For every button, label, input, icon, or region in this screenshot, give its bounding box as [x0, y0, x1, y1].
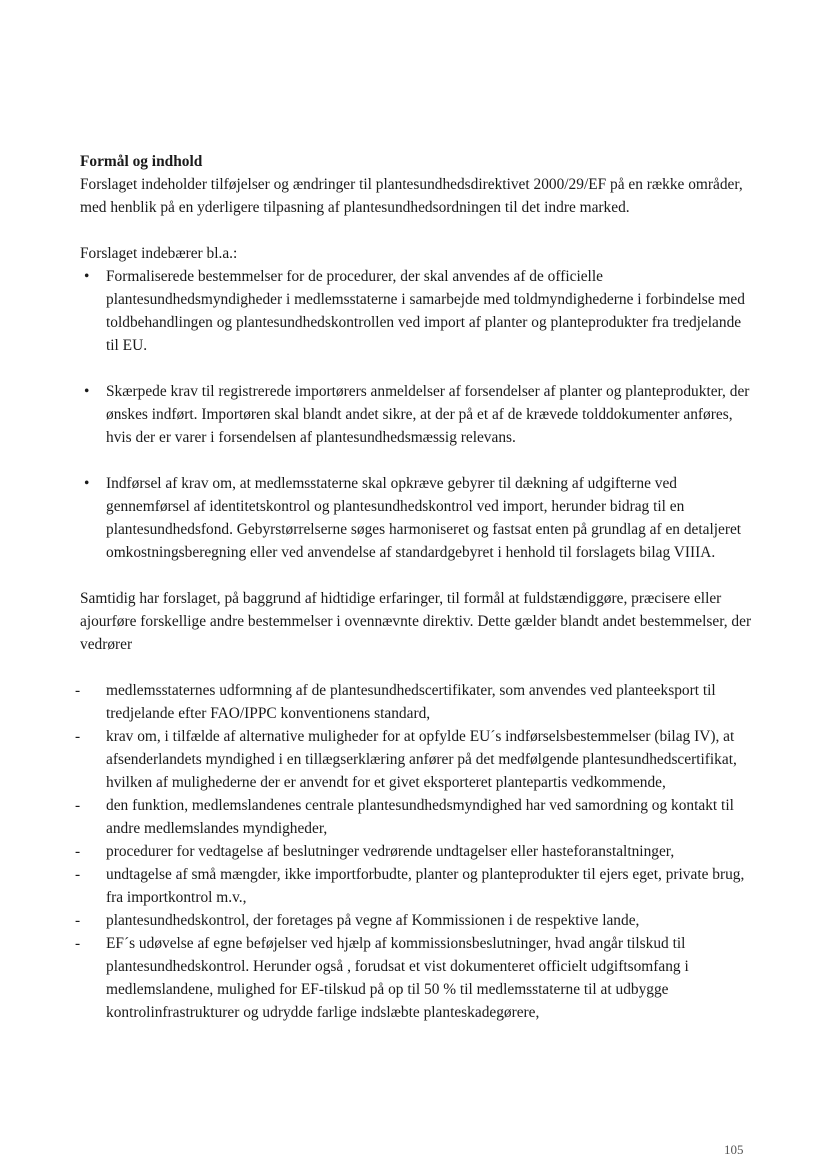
- bullet-item: [80, 265, 752, 357]
- intro-paragraph: Forslaget indeholder tilføjelser og ændringer til plantesundhedsdirektivet 2000/29/EF på en række områder, med henblik på en yderligere tilpasning af plantesundhedsordningen til det indre marked.: [80, 176, 743, 216]
- dash-text: medlemsstaternes udformning af de plantesundhedscertifikater, som anvendes ved planteeksport til tredjelande efter FAO/IPPC konventionens standard,: [106, 682, 716, 722]
- second-paragraph: Samtidig har forslaget, på baggrund af hidtidige erfaringer, til formål at fuldstændiggøre, præcisere eller ajourføre forskellige andre bestemmelser i ovennævnte direktiv. Dette gælder blandt andet bestemmelser, der vedrører: [80, 590, 752, 653]
- bullet-item: [80, 380, 752, 449]
- bullet-item: [80, 472, 752, 564]
- bullet-text: Formaliserede bestemmelser for de procedurer, der skal anvendes af de officielle plantesundhedsmyndigheder i medlemsstaterne i samarbejde med toldmyndighederne i forbindelse med toldbehandlingen og plantesundhedskontrollen ved import af planter og planteprodukter fra tredjelande til EU.: [106, 268, 745, 354]
- dash-item: [75, 863, 752, 909]
- dash-mark: -: [75, 912, 81, 929]
- bullet-text: Skærpede krav til registrerede importørers anmeldelser af forsendelser af planter og planteprodukter, der ønskes indført. Importøren skal blandt andet sikre, at der på et af de krævede tolddokumenter anføres, hvis der er varer i forsendelsen af plantesundhedsmæssig relevans.: [106, 383, 750, 446]
- bullet-text: Indførsel af krav om, at medlemsstaterne skal opkræve gebyrer til dækning af udgifterne ved gennemførsel af identitetskontrol og plantesundhedskontrol ved import, herunder bidrag til en plantesundhedsfond. Gebyrstørrelserne søges harmoniseret og fastsat enten på grundlag af en detaljeret omkostningsberegning eller ved anvendelse af standardgebyret i henhold til forslagets bilag VIIIA.: [106, 475, 742, 561]
- dash-text: EF´s udøvelse af egne beføjelser ved hjælp af kommissionsbeslutninger, hvad angår tilskud til plantesundhedskontrol. Herunder også , forudsat et vist dokumenteret officielt udgiftsomfang i medlemslandene, mulighed for EF-tilskud på op til 50 % til medlemsstaterne til at udbygge kontrolinfrastrukturer og udrydde farlige indslæbte planteskadegørere,: [106, 935, 689, 1021]
- section-heading: Formål og indhold: [80, 153, 203, 170]
- dash-text: procedurer for vedtagelse af beslutninger vedrørende undtagelser eller hasteforanstaltninger,: [106, 843, 675, 860]
- dash-item: [75, 932, 752, 1024]
- dash-item: [75, 840, 752, 863]
- dash-mark: -: [75, 797, 81, 814]
- dash-text: undtagelse af små mængder, ikke importforbudte, planter og planteprodukter til ejers eget, private brug, fra importkontrol m.v.,: [106, 866, 745, 906]
- lead-text: Forslaget indebærer bl.a.:: [80, 245, 238, 262]
- dash-item: [75, 679, 752, 725]
- bullet-mark: •: [84, 268, 90, 285]
- dash-mark: -: [75, 935, 81, 952]
- dash-item: [75, 909, 752, 932]
- dash-text: krav om, i tilfælde af alternative muligheder for at opfylde EU´s indførselsbestemmelser (bilag IV), at afsenderlandets myndighed i en tillægserklæring anfører på det medfølgende plantesundhedscertifikat, hvilken af mulighederne der er anvendt for et givet eksporteret plantepartis vedkommende,: [106, 728, 737, 791]
- dash-item: [75, 794, 752, 840]
- dash-list: [75, 679, 752, 1024]
- page-number: 105: [724, 1142, 744, 1157]
- dash-mark: -: [75, 843, 81, 860]
- bullet-mark: •: [84, 475, 90, 492]
- bullet-mark: •: [84, 383, 90, 400]
- dash-item: [75, 725, 752, 794]
- bullet-list: [80, 265, 752, 564]
- dash-mark: -: [75, 866, 81, 883]
- dash-text: plantesundhedskontrol, der foretages på vegne af Kommissionen i de respektive lande,: [106, 912, 640, 929]
- document-body: [75, 150, 752, 1024]
- dash-mark: -: [75, 682, 81, 699]
- dash-mark: -: [75, 728, 81, 745]
- dash-text: den funktion, medlemslandenes centrale plantesundhedsmyndighed har ved samordning og kontakt til andre medlemslandes myndigheder,: [106, 797, 734, 837]
